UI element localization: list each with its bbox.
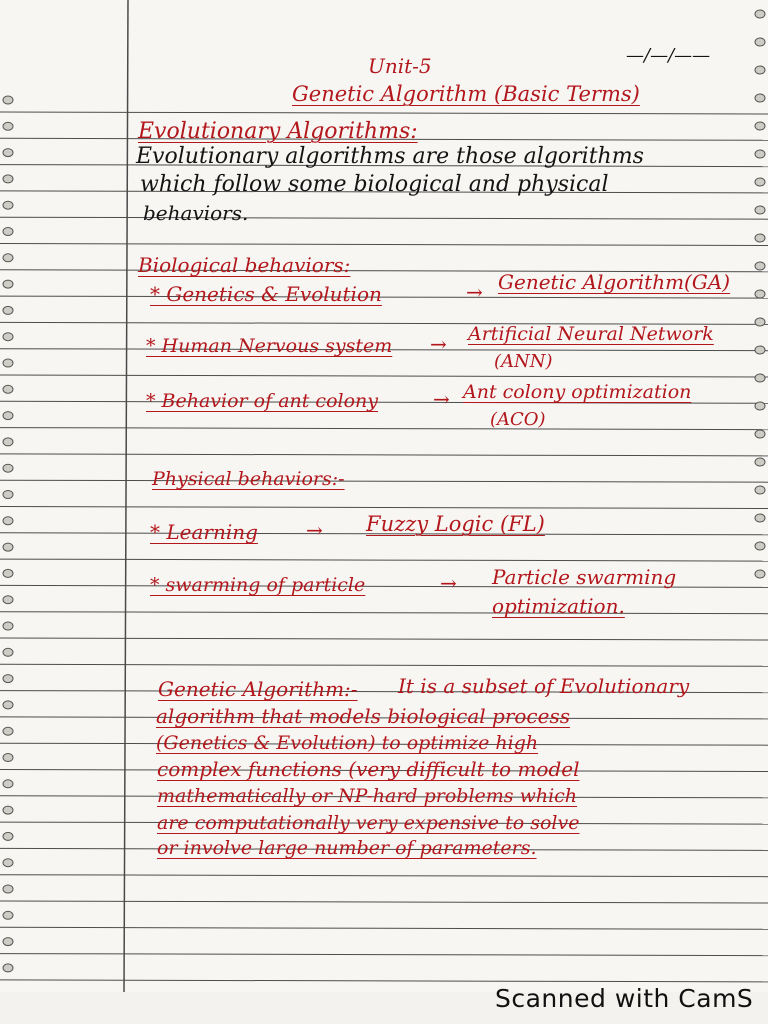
spiral-hole [755,486,765,494]
spiral-hole [3,412,13,420]
spiral-hole [3,96,13,104]
rule-line [0,480,768,482]
rule-line [0,612,768,614]
spiral-hole [755,122,765,130]
spiral-hole [3,964,13,972]
spiral-hole [755,570,765,578]
spiral-hole [755,10,765,18]
bio-item-3-right: Ant colony optimization [463,381,692,403]
bio-item-2-right: Artificial Neural Network [468,323,714,345]
definition-line-3: (Genetics & Evolution) to optimize high [156,732,539,754]
phys-item-1-arrow: → [306,518,323,542]
spiral-hole [755,374,765,382]
bio-item-3-abbr: (ACO) [490,409,546,430]
spiral-hole [3,254,13,262]
spiral-hole [755,346,765,354]
spiral-holes-left [3,96,13,972]
evolutionary-line-1: Evolutionary algorithms are those algorithms [136,144,644,169]
spiral-hole [3,911,13,919]
rule-line [0,980,768,982]
rule-line [0,927,768,929]
spiral-hole [3,596,13,604]
rule-line [0,454,768,456]
spiral-hole [3,175,13,183]
spiral-hole [755,94,765,102]
section-heading-evolutionary: Evolutionary Algorithms: [138,119,418,144]
definition-line-7: or involve large number of parameters. [157,837,537,859]
rule-line [0,954,768,956]
spiral-hole [3,333,13,341]
margin-line [124,0,128,992]
bio-item-1-arrow: → [466,280,483,304]
spiral-hole [755,206,765,214]
spiral-hole [3,122,13,130]
definition-line-6: are computationally very expensive to solve [157,812,580,834]
rule-line [0,559,768,561]
phys-item-2-right: Particle swarming [492,565,677,589]
spiral-hole [3,859,13,867]
rule-line [0,875,768,877]
page-title: Genetic Algorithm (Basic Terms) [292,82,640,106]
bio-item-3-arrow: → [433,387,450,411]
spiral-hole [3,806,13,814]
rule-line [0,638,768,640]
spiral-hole [3,201,13,209]
evolutionary-line-2: which follow some biological and physical [140,172,609,197]
spiral-hole [755,430,765,438]
definition-term: Genetic Algorithm:- [158,677,358,701]
definition-line-5: mathematically or NP-hard problems which [157,785,578,807]
phys-item-2-right-cont: optimization. [492,594,625,618]
spiral-hole [755,178,765,186]
spiral-hole [3,622,13,630]
bio-item-2-abbr: (ANN) [494,351,553,372]
spiral-hole [755,542,765,550]
bio-item-1-left: * Genetics & Evolution [150,282,382,306]
spiral-hole [3,228,13,236]
spiral-hole [3,727,13,735]
spiral-hole [3,754,13,762]
bio-item-2-left: * Human Nervous system [146,335,393,357]
spiral-hole [755,458,765,466]
phys-item-1-right: Fuzzy Logic (FL) [366,512,545,536]
spiral-hole [3,385,13,393]
spiral-hole [755,514,765,522]
bio-item-1-right: Genetic Algorithm(GA) [498,270,731,294]
phys-item-1-left: * Learning [150,520,258,544]
spiral-hole [3,517,13,525]
spiral-hole [3,306,13,314]
spiral-hole [3,569,13,577]
spiral-hole [3,648,13,656]
rule-line [0,217,768,219]
spiral-hole [755,150,765,158]
spiral-hole [3,701,13,709]
spiral-hole [3,491,13,499]
spiral-hole [755,402,765,410]
date-placeholder: —/—/—— [626,45,711,66]
spiral-hole [3,359,13,367]
rule-line [0,901,768,903]
spiral-hole [755,234,765,242]
unit-label: Unit-5 [368,54,432,78]
spiral-hole [3,780,13,788]
spiral-hole [3,280,13,288]
spiral-hole [3,464,13,472]
definition-line-1: It is a subset of Evolutionary [398,674,690,698]
bio-item-3-left: * Behavior of ant colony [146,390,378,412]
spiral-hole [755,66,765,74]
spiral-hole [3,543,13,551]
phys-item-2-left: * swarming of particle [150,574,366,596]
spiral-hole [755,290,765,298]
definition-line-2: algorithm that models biological process [156,704,570,728]
spiral-hole [3,938,13,946]
section-heading-biological: Biological behaviors: [138,253,351,277]
spiral-hole [755,38,765,46]
rule-line [0,244,768,246]
spiral-hole [3,832,13,840]
spiral-hole [755,262,765,270]
rule-line [0,507,768,509]
definition-line-4: complex functions (very difficult to model [157,757,580,781]
spiral-hole [755,318,765,326]
evolutionary-line-3: behaviors. [143,201,249,225]
spiral-hole [3,149,13,157]
rule-line [0,375,768,377]
section-heading-physical: Physical behaviors:- [152,468,345,490]
spiral-hole [3,885,13,893]
rule-line [0,112,768,114]
bio-item-2-arrow: → [430,332,447,356]
scanner-watermark: Scanned with CamS [495,984,754,1013]
spiral-hole [3,675,13,683]
rule-line [0,296,768,298]
spiral-holes-right [755,10,765,578]
spiral-hole [3,438,13,446]
rule-line [0,428,768,430]
rule-line [0,664,768,666]
phys-item-2-arrow: → [440,571,457,595]
